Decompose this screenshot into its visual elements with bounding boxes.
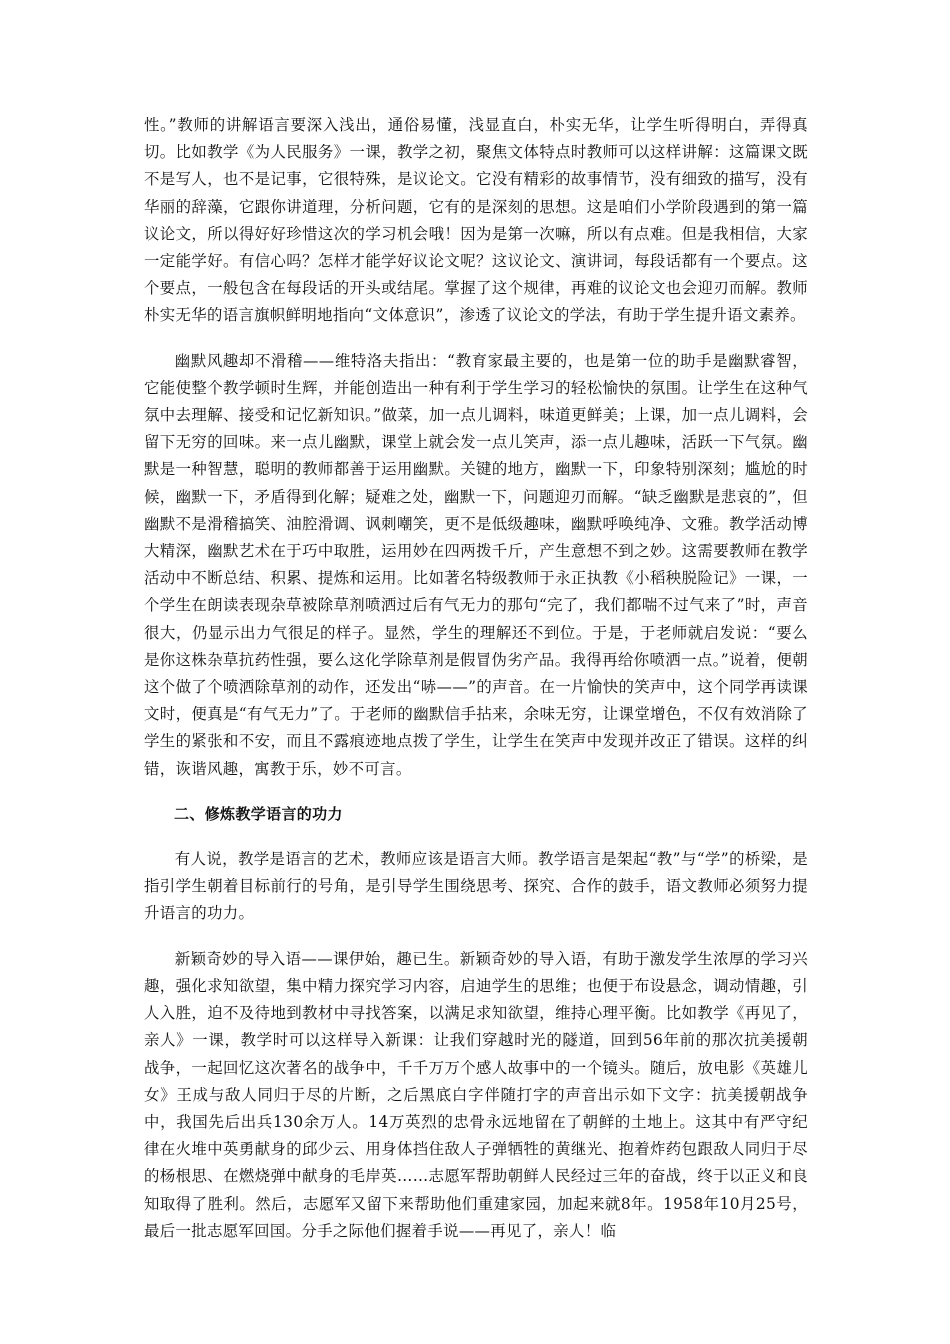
paragraph-plain-language: 性。”教师的讲解语言要深入浅出，通俗易懂，浅显直白，朴实无华，让学生听得明白，弄得真切。比如教学《为人民服务》一课，教学之初，聚焦文体特点时教师可以这样讲解：这篇课文既不是写人，也不是记事，它很特殊，是议论文。它没有精彩的故事情节，没有细致的描写，没有华丽的辞藻，它跟你讲道理，分析问题，它有的是深刻的思想。这是咱们小学阶段遇到的第一篇议论文，所以得好好珍惜这次的学习机会哦！因为是第一次嘛，所以有点难。但是我相信，大家一定能学好。有信心吗？怎样才能学好议论文呢？这议论文、演讲词，每段话都有一个要点。这个要点，一般包含在每段话的开头或结尾。掌握了这个规律，再难的议论文也会迎刃而解。教师朴实无华的语言旗帜鲜明地指向“文体意识”，渗透了议论文的学法，有助于学生提升语文素养。 bbox=[144, 116, 808, 325]
section-heading: 二、修炼教学语言的功力 bbox=[174, 804, 343, 823]
paragraph-gap bbox=[144, 330, 808, 348]
paragraph-gap bbox=[144, 928, 808, 946]
paragraph-gap bbox=[144, 783, 808, 801]
paragraph-language-art: 有人说，教学是语言的艺术，教师应该是语言大师。教学语言是架起“教”与“学”的桥梁，是指引学生朝着目标前行的号角，是引导学生围绕思考、探究、合作的鼓手，语文教师必须努力提升语言的功力。 bbox=[144, 850, 808, 923]
document-page bbox=[144, 112, 808, 1245]
paragraph-gap bbox=[144, 828, 808, 846]
paragraph-humor: 幽默风趣却不滑稽——维特洛夫指出：“教育家最主要的，也是第一位的助手是幽默睿智，它能使整个教学顿时生辉，并能创造出一种有利于学生学习的轻松愉快的氛围。让学生在这种气氛中去理解、接受和记忆新知识。”做菜，加一点儿调料，味道更鲜美；上课，加一点儿调料，会留下无穷的回味。来一点儿幽默，课堂上就会发一点儿笑声，添一点儿趣味，活跃一下气氛。幽默是一种智慧，聪明的教师都善于运用幽默。关键的地方，幽默一下，印象特别深刻；尴尬的时候，幽默一下，矛盾得到化解；疑难之处，幽默一下，问题迎刃而解。“缺乏幽默是悲哀的”，但幽默不是滑稽搞笑、油腔滑调、讽刺嘲笑，更不是低级趣味，幽默呼唤纯净、文雅。教学活动博大精深，幽默艺术在于巧中取胜，运用妙在四两拨千斤，产生意想不到之妙。这需要教师在教学活动中不断总结、积累、提炼和运用。比如著名特级教师于永正执教《小稻秧脱险记》一课，一个学生在朗读表现杂草被除草剂喷洒过后有气无力的那句“完了，我们都喘不过气来了”时，声音很大，仍显示出力气很足的样子。显然，学生的理解还不到位。于是，于老师就启发说：“要么是你这株杂草抗药性强，要么这化学除草剂是假冒伪劣产品。我得再给你喷洒一点。”说着，便朝这个做了个喷洒除草剂的动作，还发出“哧——”的声音。在一片愉快的笑声中，这个同学再读课文时，便真是“有气无力”了。于老师的幽默信手拈来，余味无穷，让课堂增色，不仅有效消除了学生的紧张和不安，而且不露痕迹地点拨了学生，让学生在笑声中发现并改正了错误。这样的纠错，诙谐风趣，寓教于乐，妙不可言。 bbox=[144, 351, 808, 778]
paragraph-introduction: 新颖奇妙的导入语——课伊始，趣已生。新颖奇妙的导入语，有助于激发学生浓厚的学习兴趣，强化求知欲望，集中精力探究学习内容，启迪学生的思维；也便于布设悬念，调动情趣，引人入胜，迫不及待地到教材中寻找答案，以满足求知欲望，维持心理平衡。比如教学《再见了，亲人》一课，教学时可以这样导入新课：让我们穿越时光的隧道，回到56年前的那次抗美援朝战争，一起回忆这次著名的战争中，千千万万个感人故事中的一个镜头。随后，放电影《英雄儿女》王成与敌人同归于尽的片断，之后黑底白字伴随打字的声音出示如下文字：抗美援朝战争中，我国先后出兵130余万人。14万英烈的忠骨永远地留在了朝鲜的土地上。这其中有严守纪律在火堆中英勇献身的邱少云、用身体挡住敌人子弹牺牲的黄继光、抱着炸药包跟敌人同归于尽的杨根思、在燃烧弹中献身的毛岸英……志愿军帮助朝鲜人民经过三年的奋战，终于以正义和良知取得了胜利。然后，志愿军又留下来帮助他们重建家园，加起来就8年。1958年10月25号，最后一批志愿军回国。分手之际他们握着手说——再见了，亲人！临 bbox=[144, 949, 808, 1240]
